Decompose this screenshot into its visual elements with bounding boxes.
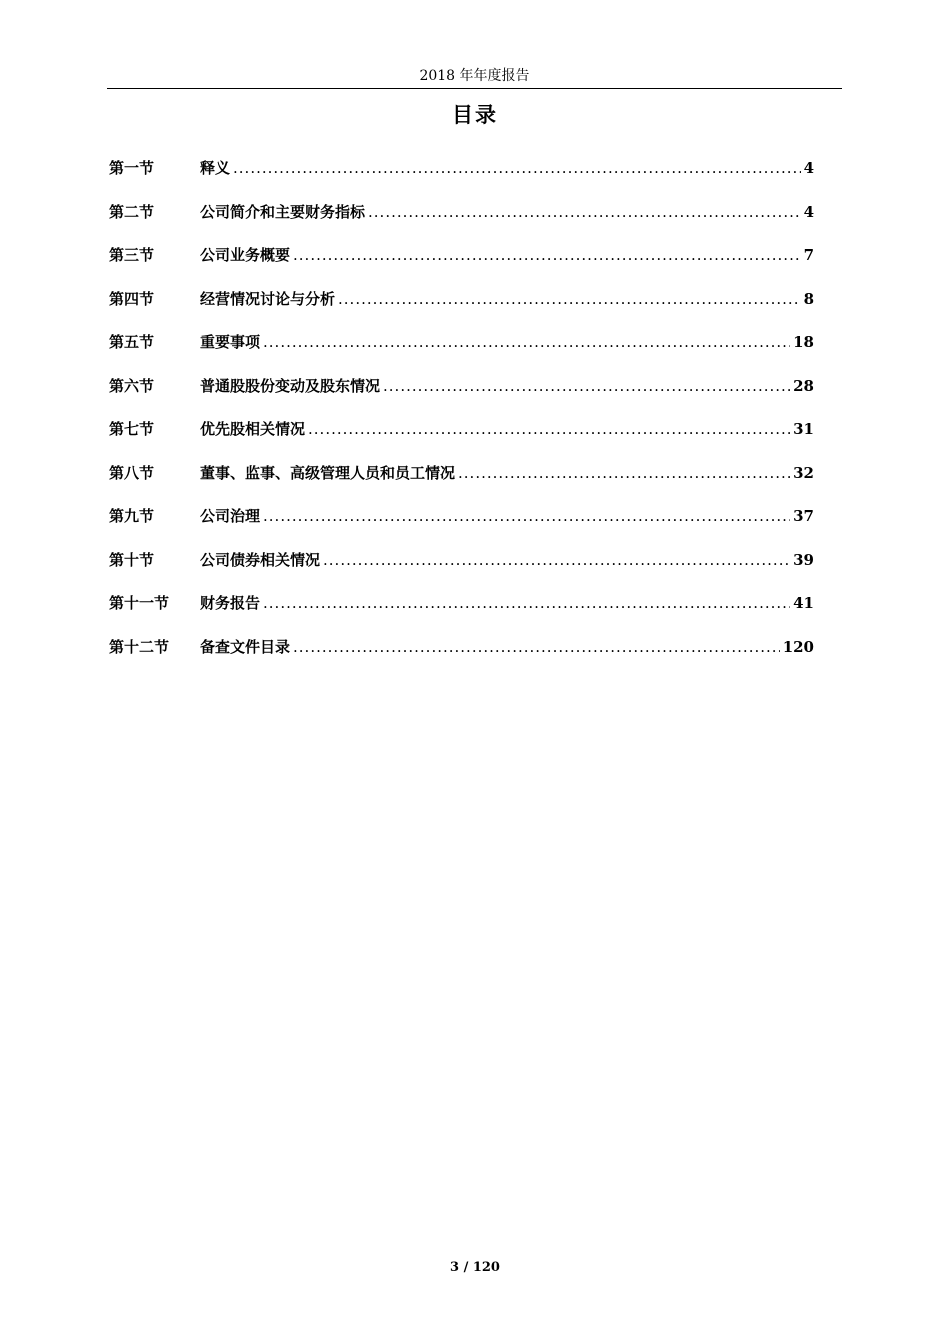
toc-section-number: 第一节 <box>109 159 155 177</box>
toc-page-number: 39 <box>793 550 814 569</box>
toc-section-number: 第六节 <box>109 376 155 395</box>
toc-section-title: 经营情况讨论与分析 <box>200 289 336 308</box>
toc-page-number: 31 <box>793 420 814 438</box>
report-title: 2018 年年度报告 <box>419 68 530 84</box>
toc-entry[interactable] <box>109 156 814 200</box>
toc-section-title: 公司治理 <box>200 507 261 525</box>
toc-section-title: 备查文件目录 <box>200 637 291 656</box>
toc-entry[interactable] <box>109 417 814 461</box>
page-number: 3 / 120 <box>450 1260 500 1275</box>
toc-dot-leader <box>308 417 790 441</box>
toc-entry[interactable] <box>109 591 814 635</box>
toc-list <box>109 156 814 678</box>
toc-entry[interactable] <box>109 461 814 505</box>
toc-dot-leader <box>263 504 790 528</box>
toc-entry[interactable] <box>109 504 814 548</box>
toc-dot-leader <box>293 243 801 267</box>
toc-dot-leader <box>338 287 801 311</box>
toc-page-number: 37 <box>793 507 814 525</box>
toc-section-number: 第五节 <box>109 333 155 351</box>
page-footer <box>0 1258 950 1278</box>
toc-section-title: 董事、监事、高级管理人员和员工情况 <box>200 463 456 482</box>
toc-section-number: 第八节 <box>109 463 155 482</box>
toc-page-number: 7 <box>803 246 814 264</box>
toc-dot-leader <box>263 591 790 615</box>
toc-page-number: 4 <box>803 159 814 177</box>
toc-dot-leader <box>293 635 780 659</box>
toc-section-number: 第三节 <box>109 246 155 264</box>
toc-dot-leader <box>458 461 790 485</box>
toc-page-number: 8 <box>803 289 814 308</box>
toc-entry[interactable] <box>109 287 814 331</box>
toc-section-title: 重要事项 <box>200 333 261 351</box>
toc-section-title: 公司简介和主要财务指标 <box>200 202 366 221</box>
toc-title: 目录 <box>452 102 498 127</box>
toc-page-number: 41 <box>793 594 814 612</box>
toc-section-number: 第十二节 <box>109 637 170 656</box>
toc-entry[interactable] <box>109 243 814 287</box>
toc-entry[interactable] <box>109 374 814 418</box>
toc-page-number: 120 <box>782 637 814 656</box>
toc-dot-leader <box>383 374 790 398</box>
toc-entry[interactable] <box>109 330 814 374</box>
toc-section-title: 财务报告 <box>200 594 261 612</box>
toc-page-number: 4 <box>803 202 814 221</box>
toc-section-title: 释义 <box>200 159 231 177</box>
page-header <box>107 66 842 89</box>
toc-section-number: 第十节 <box>109 550 155 569</box>
toc-entry[interactable] <box>109 200 814 244</box>
toc-section-title: 公司业务概要 <box>200 246 291 264</box>
toc-section-number: 第九节 <box>109 507 155 525</box>
toc-page-number: 32 <box>793 463 814 482</box>
toc-section-number: 第四节 <box>109 289 155 308</box>
toc-dot-leader <box>323 548 790 572</box>
toc-section-number: 第七节 <box>109 420 155 438</box>
toc-dot-leader <box>233 156 801 180</box>
toc-section-title: 优先股相关情况 <box>200 420 306 438</box>
toc-dot-leader <box>263 330 790 354</box>
toc-dot-leader <box>368 200 801 224</box>
toc-entry[interactable] <box>109 635 814 679</box>
toc-entry[interactable] <box>109 548 814 592</box>
toc-page-number: 18 <box>793 333 814 351</box>
toc-section-title: 公司债券相关情况 <box>200 550 321 569</box>
toc-section-number: 第十一节 <box>109 594 170 612</box>
toc-section-number: 第二节 <box>109 202 155 221</box>
toc-page-number: 28 <box>793 376 814 395</box>
toc-section-title: 普通股股份变动及股东情况 <box>200 376 381 395</box>
